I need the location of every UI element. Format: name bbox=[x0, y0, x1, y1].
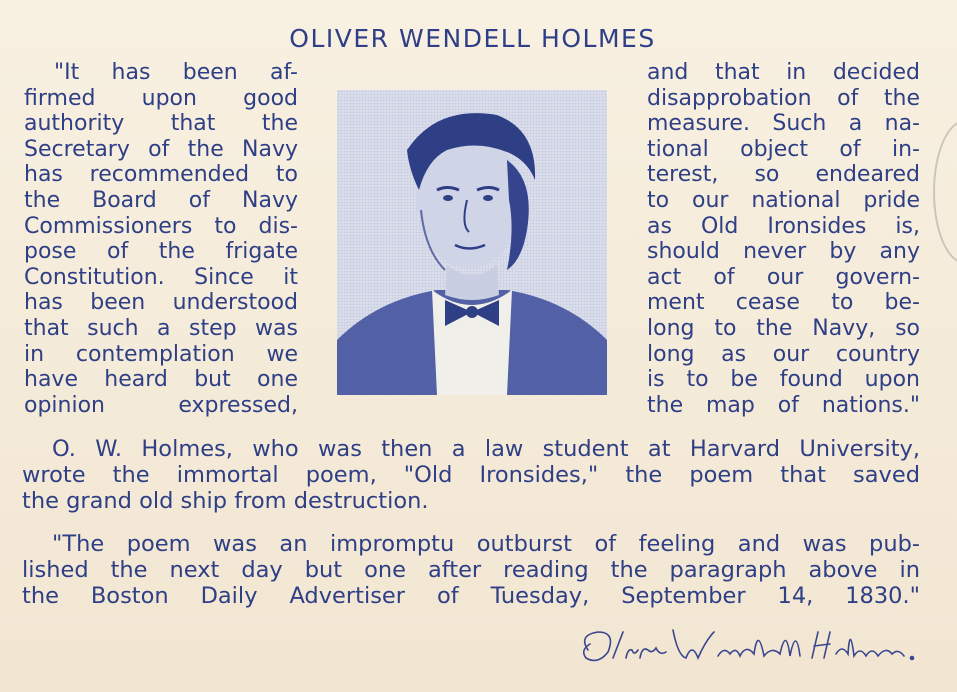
text-line: wrote the immortal poem, "Old Ironsides," the poem that saved bbox=[22, 462, 920, 488]
page-title: OLIVER WENDELL HOLMES bbox=[289, 24, 656, 53]
text-line: the grand old ship from destruction. bbox=[22, 488, 429, 514]
text-line: long to the Navy, so bbox=[647, 315, 920, 341]
right-text-column bbox=[647, 60, 920, 418]
text-line: pose of the frigate bbox=[24, 239, 298, 265]
left-text-column bbox=[24, 60, 298, 418]
text-line: as Old Ironsides is, bbox=[647, 213, 920, 239]
text-line: is to be found upon bbox=[647, 367, 920, 393]
handwritten-signature bbox=[568, 620, 928, 680]
text-line: terest, so endeared bbox=[647, 162, 920, 188]
text-line: should never by any bbox=[647, 239, 920, 265]
text-line: lished the next day but one after reading the paragraph above in bbox=[22, 557, 920, 583]
text-line: "The poem was an impromptu outburst of feeling and was pub- bbox=[52, 531, 920, 557]
portrait-illustration bbox=[337, 90, 607, 395]
text-line: ment cease to be- bbox=[647, 290, 920, 316]
text-line: has been understood bbox=[24, 290, 298, 316]
text-line: that such a step was bbox=[24, 315, 298, 341]
text-line: the map of nations." bbox=[647, 392, 920, 418]
text-line: in contemplation we bbox=[24, 341, 298, 367]
text-line: tional object of in- bbox=[647, 136, 920, 162]
text-line: long as our country bbox=[647, 341, 920, 367]
portrait-image bbox=[337, 90, 607, 395]
text-line: act of our govern- bbox=[647, 264, 920, 290]
text-line: the Board of Navy bbox=[24, 187, 298, 213]
text-line: authority that the bbox=[24, 111, 298, 137]
text-line: "It has been af- bbox=[54, 60, 298, 85]
text-line: Constitution. Since it bbox=[24, 264, 298, 290]
signature-drawing bbox=[568, 620, 928, 680]
text-line: O. W. Holmes, who was then a law student at Harvard University, bbox=[52, 436, 920, 462]
text-line: firmed upon good bbox=[24, 85, 298, 111]
text-line: and that in decided bbox=[647, 60, 920, 85]
text-line: opinion expressed, bbox=[24, 392, 298, 418]
text-line: have heard but one bbox=[24, 367, 298, 393]
biography-paragraph bbox=[22, 436, 920, 514]
text-line: disapprobation of the bbox=[647, 85, 920, 111]
quote-paragraph bbox=[22, 531, 920, 609]
text-line: Commissioners to dis- bbox=[24, 213, 298, 239]
text-line: the Boston Daily Advertiser of Tuesday, September 14, 1830." bbox=[22, 583, 920, 609]
text-line: has recommended to bbox=[24, 162, 298, 188]
text-line: measure. Such a na- bbox=[647, 111, 920, 137]
text-line: to our national pride bbox=[647, 187, 920, 213]
text-line: Secretary of the Navy bbox=[24, 136, 298, 162]
